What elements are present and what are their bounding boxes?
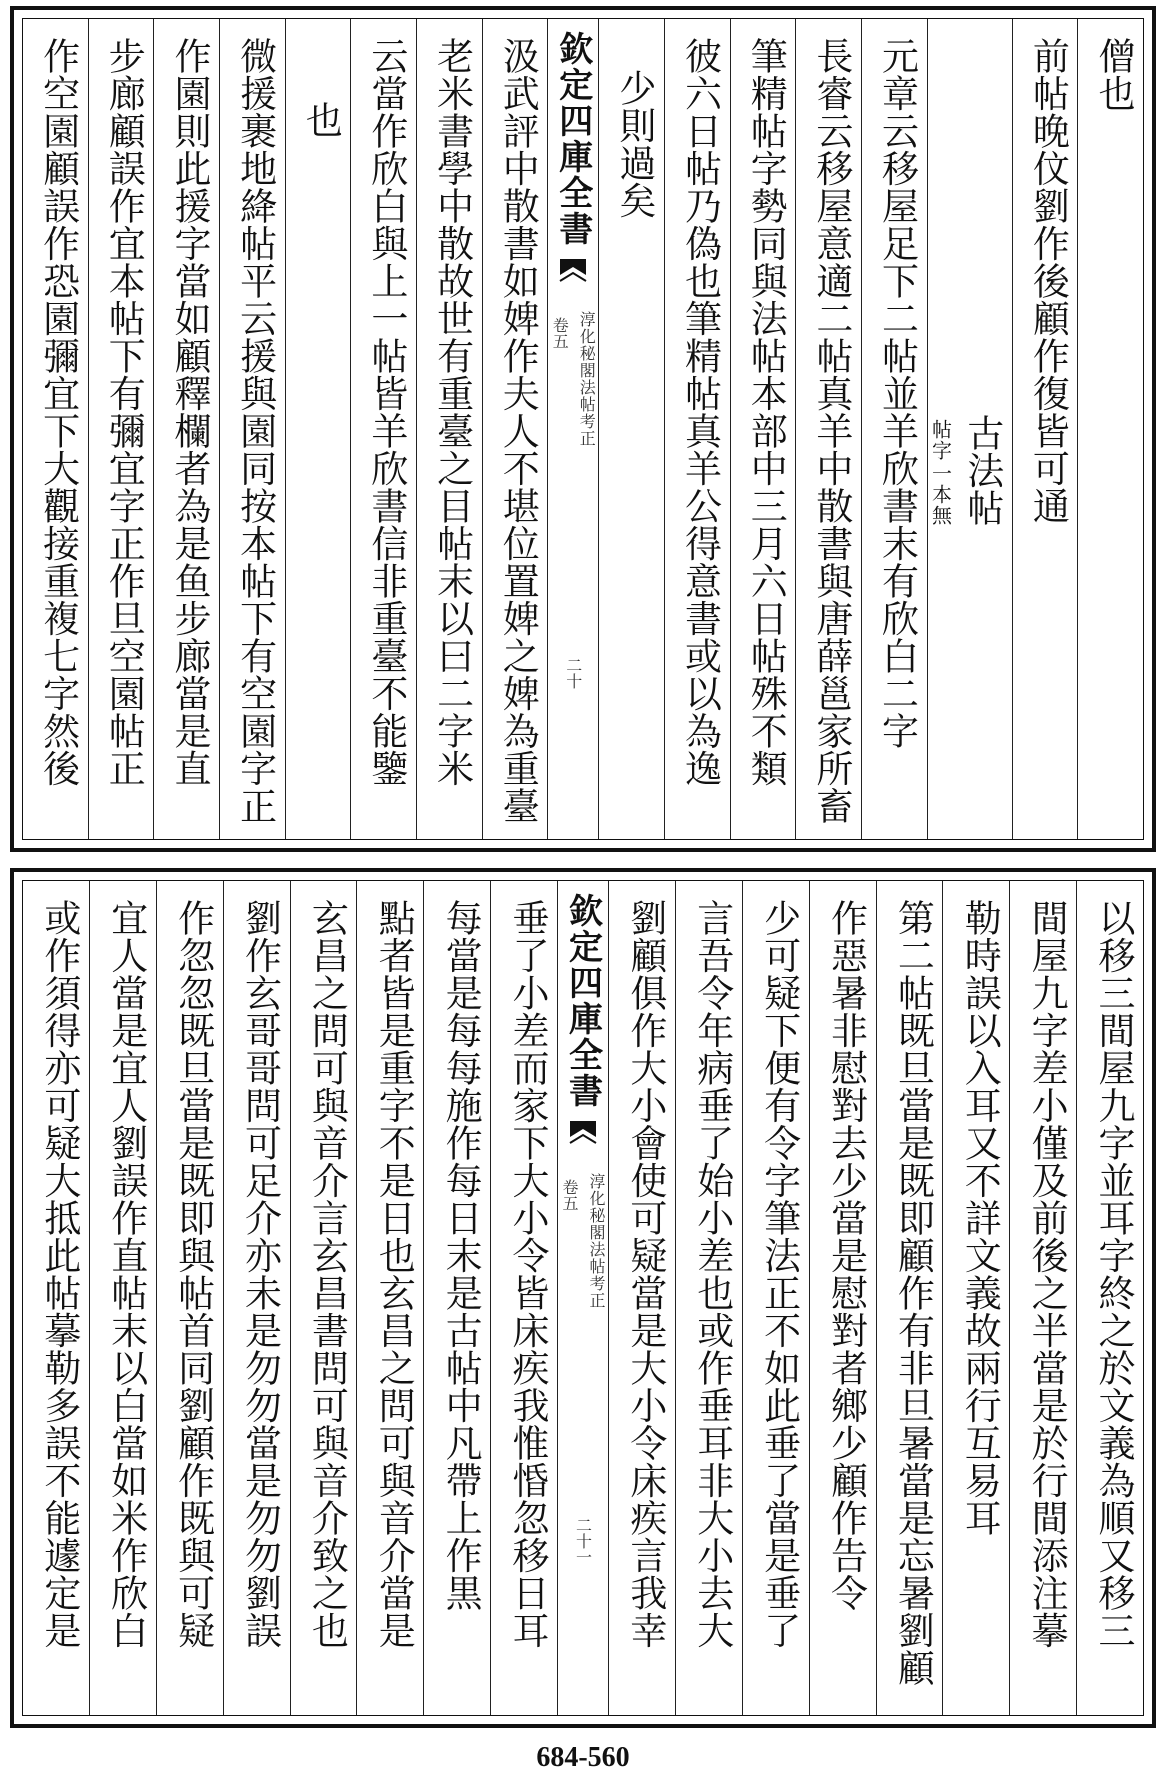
text-column bbox=[88, 19, 154, 839]
column-text: 垂了小差而家下大小令皆床疾我惟惛忽移日耳 bbox=[506, 899, 549, 1649]
text-column bbox=[598, 19, 664, 839]
column-text: 少則過矣 bbox=[612, 69, 656, 219]
text-column bbox=[223, 881, 290, 1715]
center-book-info bbox=[558, 1173, 608, 1309]
column-text: 玄昌之問可與音介言玄昌書問可與音介致之也 bbox=[305, 899, 349, 1649]
text-column bbox=[416, 19, 482, 839]
text-column bbox=[219, 19, 285, 839]
text-column bbox=[876, 881, 943, 1715]
column-text: 前帖晚伩劉作後顧作復皆可通 bbox=[1026, 37, 1070, 525]
column-text: 點者皆是重字不是日也玄昌之問可與音介當是 bbox=[372, 899, 416, 1649]
fish-tail-icon bbox=[558, 257, 588, 297]
text-column bbox=[861, 19, 927, 839]
text-column bbox=[285, 19, 351, 839]
bottom-page-frame bbox=[22, 880, 1144, 1716]
text-column bbox=[350, 19, 416, 839]
text-column bbox=[23, 19, 88, 839]
top-page bbox=[10, 6, 1156, 852]
text-column bbox=[675, 881, 742, 1715]
text-column bbox=[156, 881, 223, 1715]
text-column bbox=[730, 19, 796, 839]
column-text: 言吾令年病垂了始小差也或作垂耳非大小去大 bbox=[690, 899, 734, 1649]
column-text: 作園則此援字當如顧釋欄者為是鱼步廊當是直 bbox=[167, 37, 211, 787]
text-column bbox=[1009, 881, 1076, 1715]
text-column bbox=[795, 19, 861, 839]
fish-tail-icon bbox=[568, 1119, 598, 1159]
text-column bbox=[1077, 19, 1143, 839]
column-text: 以移三間屋九字並耳字終之於文義為順又移三 bbox=[1092, 899, 1135, 1649]
text-column bbox=[482, 19, 548, 839]
text-column bbox=[608, 881, 675, 1715]
series-title: 欽定四庫全書 bbox=[552, 31, 593, 247]
text-column bbox=[290, 881, 357, 1715]
text-column bbox=[809, 881, 876, 1715]
text-column bbox=[89, 881, 156, 1715]
column-text: 少可疑下便有令字筆法正不如此垂了當是垂了 bbox=[757, 899, 801, 1649]
text-column bbox=[664, 19, 730, 839]
center-fold bbox=[547, 19, 598, 839]
column-text: 僧也 bbox=[1092, 37, 1135, 112]
bottom-page bbox=[10, 868, 1156, 1728]
column-text: 勒時誤以入耳又不詳文義故兩行互易耳 bbox=[958, 899, 1002, 1537]
column-text: 作惡暑非慰對去少當是慰對者鄉少顧作告令 bbox=[824, 899, 868, 1612]
column-text: 元章云移屋足下二帖並羊欣書末有欣白二字 bbox=[875, 37, 919, 750]
section-title: 古法帖 bbox=[960, 413, 1004, 527]
column-text: 劉顧俱作大小會使可疑當是大小令床疾言我幸 bbox=[623, 899, 667, 1649]
column-text: 彼六日帖乃偽也筆精帖真羊公得意書或以為逸 bbox=[678, 37, 722, 787]
column-text: 作空園顧誤作恐園彌宜下大觀接重複七字然後 bbox=[36, 37, 80, 787]
text-column bbox=[1076, 881, 1143, 1715]
leaf-number: 二十一 bbox=[573, 1517, 593, 1565]
text-column bbox=[942, 881, 1009, 1715]
book-title: 淳化秘閣法帖考正 bbox=[577, 311, 597, 447]
leaf-number: 二十 bbox=[563, 657, 583, 689]
interlinear-note: 一本無 bbox=[928, 462, 953, 526]
volume-label: 卷五 bbox=[550, 317, 570, 349]
column-text: 汲武評中散書如婢作夫人不堪位置婢之婢為重臺 bbox=[496, 37, 540, 825]
column-text: 或作須得亦可疑大抵此帖摹勒多誤不能遽定是 bbox=[37, 899, 81, 1649]
column-text: 劉作玄哥哥問可足介亦未是勿勿當是勿勿劉誤 bbox=[238, 899, 282, 1649]
column-text: 宜人當是宜人劉誤作直帖末以白當如米作欣白 bbox=[104, 899, 148, 1649]
center-fold bbox=[557, 881, 608, 1715]
column-text: 長睿云移屋意適二帖真羊中散書與唐薛邕家所畜 bbox=[809, 37, 853, 825]
text-column bbox=[1012, 19, 1078, 839]
page-number: 684-560 bbox=[536, 1742, 630, 1773]
column-text: 老米書學中散故世有重臺之目帖末以曰二字米 bbox=[430, 37, 474, 787]
subtitle-column bbox=[927, 19, 1012, 839]
center-book-info bbox=[548, 311, 598, 447]
column-text: 也 bbox=[299, 101, 343, 139]
text-column bbox=[356, 881, 423, 1715]
book-title: 淳化秘閣法帖考正 bbox=[587, 1173, 606, 1309]
column-text: 作忽忽既旦當是既即與帖首同劉顧作既與可疑 bbox=[171, 899, 215, 1649]
column-text: 云當作欣白與上一帖皆羊欣書信非重臺不能鑒 bbox=[364, 37, 408, 787]
text-column bbox=[423, 881, 490, 1715]
bottom-page-columns bbox=[23, 881, 1143, 1715]
text-column bbox=[153, 19, 219, 839]
text-column bbox=[490, 881, 557, 1715]
interlinear-note: 帖字 bbox=[928, 418, 953, 461]
column-text: 第二帖既旦當是既即顧作有非旦暑當是忘暑劉顧 bbox=[891, 899, 935, 1687]
column-text: 筆精帖字勢同與法帖本部中三月六日帖殊不類 bbox=[744, 37, 788, 787]
top-page-columns bbox=[23, 19, 1143, 839]
column-text: 步廊顧誤作宜本帖下有彌宜字正作旦空園帖正 bbox=[102, 37, 146, 787]
series-title: 欽定四庫全書 bbox=[562, 893, 603, 1109]
column-text: 每當是每每施作每日末是古帖中凡帶上作黒 bbox=[439, 899, 483, 1612]
column-text: 微援裹地絳帖平云援與園同按本帖下有空園字正 bbox=[233, 37, 277, 825]
top-page-frame bbox=[22, 18, 1144, 840]
text-column bbox=[23, 881, 89, 1715]
column-text: 間屋九字差小僅及前後之半當是於行間添注摹 bbox=[1025, 899, 1069, 1649]
interlinear-notes bbox=[928, 419, 953, 526]
volume-label: 卷五 bbox=[560, 1179, 579, 1211]
text-column bbox=[742, 881, 809, 1715]
